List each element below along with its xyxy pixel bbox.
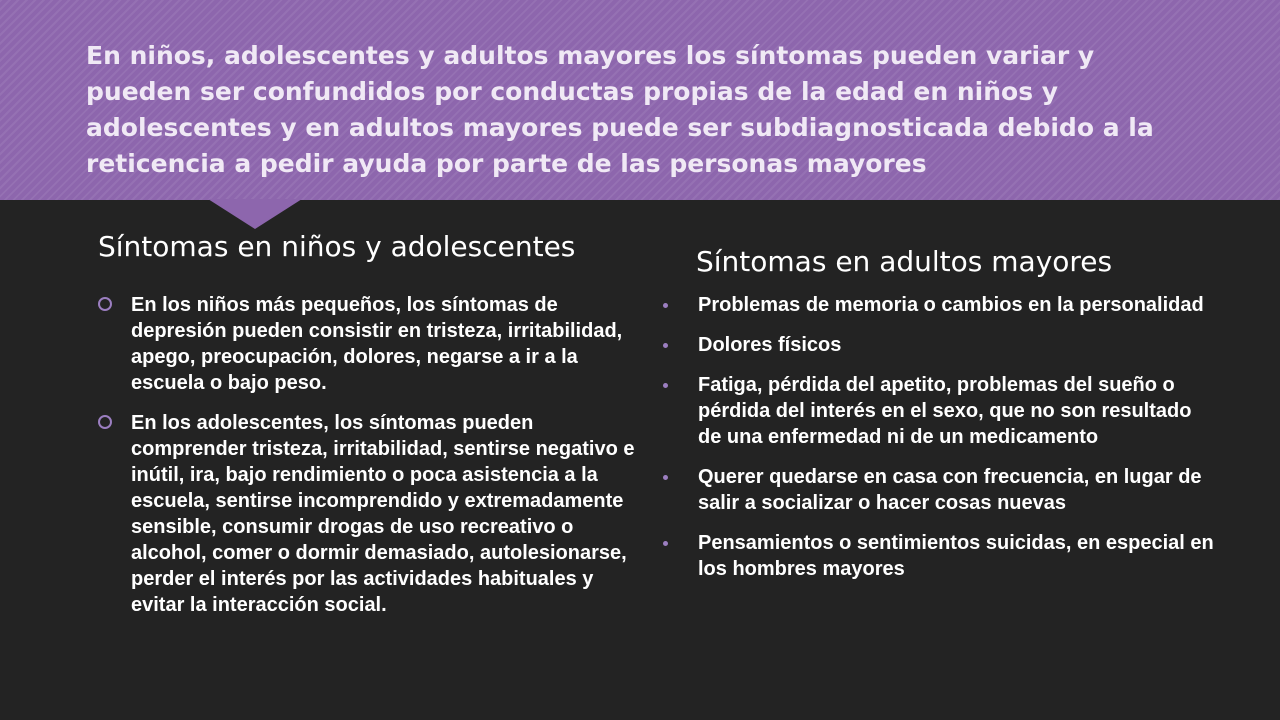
list-item bbox=[660, 332, 1220, 358]
slide-title: En niños, adolescentes y adultos mayores los síntomas pueden variar y pueden ser confundidos por conductas propias de la edad en niños y adolescentes y en adultos mayores puede ser subdiagnosticada debido a la reticencia a pedir ayuda por parte de las personas mayores bbox=[86, 41, 1154, 178]
dot-bullet-icon bbox=[663, 383, 668, 388]
left-symptom-list bbox=[96, 292, 636, 632]
list-item bbox=[660, 372, 1220, 450]
list-item bbox=[660, 464, 1220, 516]
hollow-circle-bullet-icon bbox=[98, 297, 112, 311]
list-item-text: Querer quedarse en casa con frecuencia, en lugar de salir a socializar o hacer cosas nuevas bbox=[698, 466, 1202, 514]
list-item-text: Dolores físicos bbox=[698, 334, 842, 356]
list-item bbox=[96, 292, 636, 396]
right-symptom-list bbox=[660, 292, 1220, 596]
list-item bbox=[660, 530, 1220, 582]
banner-pointer bbox=[208, 199, 302, 229]
list-item-text: Fatiga, pérdida del apetito, problemas del sueño o pérdida del interés en el sexo, que no son resultado de una enfermedad ni de un medicamento bbox=[698, 374, 1192, 448]
dot-bullet-icon bbox=[663, 475, 668, 480]
list-item-text: Problemas de memoria o cambios en la personalidad bbox=[698, 294, 1204, 316]
list-item-text: En los adolescentes, los síntomas pueden comprender tristeza, irritabilidad, sentirse negativo e inútil, ira, bajo rendimiento o poca asistencia a la escuela, sentirse incomprendido y extremadamente sensible, consumir drogas de uso recreativo o alcohol, comer o dormir demasiado, autolesionarse, perder el interés por las actividades habituales y evitar la interacción social. bbox=[131, 412, 635, 616]
list-item bbox=[660, 292, 1220, 318]
dot-bullet-icon bbox=[663, 303, 668, 308]
hollow-circle-bullet-icon bbox=[98, 415, 112, 429]
list-item-text: En los niños más pequeños, los síntomas de depresión pueden consistir en tristeza, irritabilidad, apego, preocupación, dolores, negarse a ir a la escuela o bajo peso. bbox=[131, 294, 623, 394]
dot-bullet-icon bbox=[663, 541, 668, 546]
list-item bbox=[96, 410, 636, 618]
left-column-heading: Síntomas en niños y adolescentes bbox=[98, 230, 576, 263]
right-column-heading: Síntomas en adultos mayores bbox=[696, 245, 1113, 278]
list-item-text: Pensamientos o sentimientos suicidas, en especial en los hombres mayores bbox=[698, 532, 1214, 580]
dot-bullet-icon bbox=[663, 343, 668, 348]
